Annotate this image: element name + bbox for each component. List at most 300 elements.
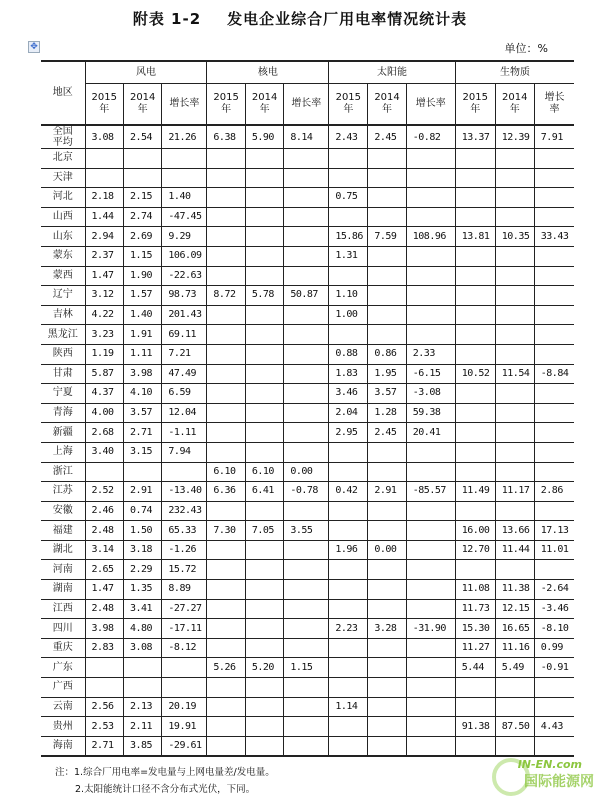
value-cell: -8.84 [534,364,574,384]
value-cell [495,207,534,227]
value-cell [85,168,123,188]
value-cell: 3.23 [85,325,123,345]
unit-label: 单位：% [504,42,548,55]
value-cell: 98.73 [162,286,207,306]
value-cell: -13.40 [162,482,207,502]
value-cell: 3.28 [368,619,406,639]
value-cell [534,442,574,462]
value-cell [329,638,368,658]
region-cell: 广东 [41,658,85,678]
value-cell [207,246,245,266]
value-cell [406,325,455,345]
value-cell: 2.15 [123,188,161,208]
value-cell [284,246,329,266]
value-cell [85,149,123,169]
value-cell [406,521,455,541]
value-cell [406,266,455,286]
value-cell [207,207,245,227]
table-row [41,227,574,247]
value-cell [495,697,534,717]
value-cell: 16.65 [495,619,534,639]
value-cell: 0.74 [123,501,161,521]
value-cell: 2.29 [123,560,161,580]
value-cell [245,384,283,404]
value-cell [406,540,455,560]
value-cell [245,325,283,345]
value-cell: -1.26 [162,540,207,560]
value-cell: 2.37 [85,246,123,266]
value-cell [368,678,406,698]
value-cell [455,286,495,306]
value-cell: 0.75 [329,188,368,208]
value-cell: 10.52 [455,364,495,384]
value-cell [329,521,368,541]
value-cell: 7.94 [162,442,207,462]
table-row [41,344,574,364]
value-cell [406,207,455,227]
value-cell [368,286,406,306]
value-cell [329,149,368,169]
region-cell: 甘肃 [41,364,85,384]
value-cell [329,678,368,698]
value-cell [406,462,455,482]
value-cell: 15.86 [329,227,368,247]
table-row [41,482,574,502]
value-cell [406,658,455,678]
header-sub: 增长率 [534,84,574,126]
value-cell [245,678,283,698]
value-cell: 91.38 [455,717,495,737]
value-cell: 16.00 [455,521,495,541]
value-cell [329,658,368,678]
value-cell [455,697,495,717]
header-sub: 增长率 [406,84,455,126]
value-cell [245,188,283,208]
region-cell: 贵州 [41,717,85,737]
value-cell: 2.69 [123,227,161,247]
value-cell [207,423,245,443]
table-row [41,599,574,619]
value-cell [406,638,455,658]
region-cell: 江苏 [41,482,85,502]
value-cell: 1.83 [329,364,368,384]
value-cell: 11.38 [495,580,534,600]
value-cell [284,325,329,345]
value-cell: -3.08 [406,384,455,404]
value-cell: 3.08 [85,125,123,149]
value-cell: 7.21 [162,344,207,364]
value-cell [329,736,368,756]
table-row [41,717,574,737]
value-cell [284,227,329,247]
value-cell: 2.52 [85,482,123,502]
value-cell [495,423,534,443]
value-cell: 2.45 [368,125,406,149]
value-cell [245,168,283,188]
value-cell [329,168,368,188]
value-cell: 1.31 [329,246,368,266]
value-cell: 19.91 [162,717,207,737]
value-cell: 2.45 [368,423,406,443]
value-cell: 3.15 [123,442,161,462]
value-cell: 3.55 [284,521,329,541]
value-cell [455,501,495,521]
value-cell [245,638,283,658]
value-cell: 2.91 [368,482,406,502]
value-cell: 2.13 [123,697,161,717]
table-row [41,125,574,149]
value-cell [534,305,574,325]
value-cell [534,501,574,521]
region-cell: 新疆 [41,423,85,443]
value-cell: 59.38 [406,403,455,423]
table-row [41,188,574,208]
value-cell [245,305,283,325]
value-cell: 12.70 [455,540,495,560]
value-cell [245,364,283,384]
header-sub: 增长率 [162,84,207,126]
value-cell [406,580,455,600]
value-cell [455,384,495,404]
value-cell: 4.37 [85,384,123,404]
value-cell: 0.00 [368,540,406,560]
value-cell [368,442,406,462]
value-cell [245,501,283,521]
table-row [41,501,574,521]
value-cell [368,246,406,266]
value-cell: 1.44 [85,207,123,227]
value-cell [495,344,534,364]
table-number: 附表 1-2 [132,10,202,28]
value-cell: 3.12 [85,286,123,306]
value-cell [455,149,495,169]
value-cell [368,599,406,619]
value-cell [245,540,283,560]
value-cell: 5.78 [245,286,283,306]
region-cell: 湖南 [41,580,85,600]
value-cell [245,619,283,639]
region-cell: 四川 [41,619,85,639]
value-cell [245,697,283,717]
value-cell: 5.26 [207,658,245,678]
value-cell: 1.19 [85,344,123,364]
value-cell: 2.18 [85,188,123,208]
value-cell [284,540,329,560]
value-cell: 1.91 [123,325,161,345]
value-cell: 4.10 [123,384,161,404]
value-cell: 5.44 [455,658,495,678]
value-cell: 87.50 [495,717,534,737]
value-cell [455,462,495,482]
value-cell [284,207,329,227]
value-cell [368,462,406,482]
value-cell: 2.48 [85,521,123,541]
value-cell: 15.72 [162,560,207,580]
value-cell [207,188,245,208]
value-cell [534,325,574,345]
value-cell: 17.13 [534,521,574,541]
value-cell: 106.09 [162,246,207,266]
value-cell: 0.86 [368,344,406,364]
value-cell: 0.88 [329,344,368,364]
value-cell [123,678,161,698]
value-cell: 3.41 [123,599,161,619]
value-cell: 2.86 [534,482,574,502]
value-cell: 7.05 [245,521,283,541]
watermark-cn: 国际能源网 [524,774,594,790]
value-cell [207,364,245,384]
value-cell [406,678,455,698]
value-cell [329,207,368,227]
value-cell [455,678,495,698]
value-cell [534,560,574,580]
value-cell: 50.87 [284,286,329,306]
table-title: 发电企业综合厂用电率情况统计表 [227,10,468,28]
value-cell: 7.91 [534,125,574,149]
value-cell [368,501,406,521]
value-cell [162,149,207,169]
value-cell [455,403,495,423]
value-cell: 3.57 [368,384,406,404]
header-group-solar: 太阳能 [329,61,455,84]
region-cell: 福建 [41,521,85,541]
region-cell: 湖北 [41,540,85,560]
region-cell: 北京 [41,149,85,169]
region-cell: 河南 [41,560,85,580]
value-cell: 5.90 [245,125,283,149]
value-cell: 2.94 [85,227,123,247]
value-cell: 20.19 [162,697,207,717]
value-cell [207,678,245,698]
value-cell: 69.11 [162,325,207,345]
table-row [41,619,574,639]
value-cell: -31.90 [406,619,455,639]
value-cell [368,736,406,756]
value-cell: 12.15 [495,599,534,619]
value-cell [207,168,245,188]
value-cell: 8.72 [207,286,245,306]
value-cell [534,266,574,286]
value-cell [284,442,329,462]
value-cell [495,168,534,188]
table-row [41,246,574,266]
value-cell [455,207,495,227]
value-cell [123,462,161,482]
region-cell: 蒙东 [41,246,85,266]
value-cell [162,658,207,678]
value-cell [245,442,283,462]
value-cell: 1.40 [162,188,207,208]
value-cell [284,364,329,384]
value-cell [406,697,455,717]
value-cell: 11.54 [495,364,534,384]
region-cell: 宁夏 [41,384,85,404]
value-cell: 4.22 [85,305,123,325]
value-cell [245,423,283,443]
region-cell: 全国平均 [41,125,85,149]
value-cell [207,736,245,756]
value-cell: 11.16 [495,638,534,658]
value-cell: 4.80 [123,619,161,639]
value-cell [284,501,329,521]
value-cell: 1.28 [368,403,406,423]
value-cell: 2.56 [85,697,123,717]
table-row [41,521,574,541]
value-cell [207,697,245,717]
value-cell: 3.57 [123,403,161,423]
value-cell [85,658,123,678]
value-cell: 3.98 [85,619,123,639]
value-cell [455,266,495,286]
value-cell [284,717,329,737]
value-cell [495,442,534,462]
value-cell: -17.11 [162,619,207,639]
value-cell [207,305,245,325]
header-sub: 2015年 [207,84,245,126]
value-cell: -6.15 [406,364,455,384]
value-cell: 21.26 [162,125,207,149]
region-cell: 上海 [41,442,85,462]
watermark-en: IN-EN.com [517,758,582,771]
value-cell: 2.65 [85,560,123,580]
value-cell: 11.01 [534,540,574,560]
value-cell [85,462,123,482]
value-cell: 65.33 [162,521,207,541]
value-cell: 8.89 [162,580,207,600]
header-sub: 2014年 [495,84,534,126]
value-cell [245,246,283,266]
value-cell: -22.63 [162,266,207,286]
value-cell [245,403,283,423]
value-cell: -8.12 [162,638,207,658]
value-cell [284,599,329,619]
value-cell: 11.49 [455,482,495,502]
region-cell: 重庆 [41,638,85,658]
value-cell [368,149,406,169]
value-cell: 2.48 [85,599,123,619]
table-move-handle-icon[interactable]: ✥ [28,41,40,53]
value-cell [455,560,495,580]
value-cell: -0.78 [284,482,329,502]
value-cell: 2.95 [329,423,368,443]
value-cell [123,658,161,678]
value-cell: -1.11 [162,423,207,443]
page-title [0,8,600,29]
value-cell [455,423,495,443]
value-cell [406,246,455,266]
value-cell: -27.27 [162,599,207,619]
value-cell [495,462,534,482]
value-cell: 11.17 [495,482,534,502]
value-cell: 3.14 [85,540,123,560]
header-sub: 2015年 [85,84,123,126]
value-cell [495,286,534,306]
table-row [41,442,574,462]
value-cell [368,305,406,325]
value-cell [284,188,329,208]
value-cell [368,717,406,737]
value-cell: 108.96 [406,227,455,247]
value-cell: 232.43 [162,501,207,521]
value-cell: 0.99 [534,638,574,658]
value-cell: 3.46 [329,384,368,404]
value-cell: 12.04 [162,403,207,423]
value-cell [284,344,329,364]
value-cell: -8.10 [534,619,574,639]
value-cell [123,168,161,188]
value-cell [245,149,283,169]
value-cell [284,678,329,698]
value-cell [207,717,245,737]
value-cell: 11.44 [495,540,534,560]
value-cell [495,560,534,580]
region-cell: 云南 [41,697,85,717]
value-cell: 33.43 [534,227,574,247]
value-cell [368,638,406,658]
value-cell: -47.45 [162,207,207,227]
value-cell [495,678,534,698]
region-cell: 河北 [41,188,85,208]
region-cell: 蒙西 [41,266,85,286]
value-cell: 2.23 [329,619,368,639]
value-cell [406,149,455,169]
value-cell: 1.15 [123,246,161,266]
value-cell: 11.73 [455,599,495,619]
table-row [41,560,574,580]
value-cell [207,599,245,619]
value-cell: 1.57 [123,286,161,306]
table-row [41,540,574,560]
value-cell: 3.18 [123,540,161,560]
value-cell [534,207,574,227]
value-cell: 8.14 [284,125,329,149]
value-cell [284,305,329,325]
value-cell: 0.00 [284,462,329,482]
header-group-wind: 风电 [85,61,207,84]
value-cell [207,227,245,247]
value-cell: 6.36 [207,482,245,502]
value-cell [245,207,283,227]
value-cell [207,560,245,580]
value-cell: 1.10 [329,286,368,306]
value-cell: 5.87 [85,364,123,384]
value-cell: 2.71 [123,423,161,443]
value-cell: 1.14 [329,697,368,717]
value-cell: 6.59 [162,384,207,404]
value-cell [368,560,406,580]
value-cell: -29.61 [162,736,207,756]
value-cell: 1.90 [123,266,161,286]
value-cell: 2.04 [329,403,368,423]
table-row [41,207,574,227]
value-cell [368,658,406,678]
value-cell [284,619,329,639]
value-cell: 5.49 [495,658,534,678]
value-cell [455,325,495,345]
value-cell [245,344,283,364]
value-cell [284,580,329,600]
value-cell: 2.74 [123,207,161,227]
value-cell [495,325,534,345]
value-cell: 13.37 [455,125,495,149]
table-row [41,325,574,345]
value-cell [368,188,406,208]
value-cell [495,403,534,423]
value-cell [534,423,574,443]
value-cell: 13.66 [495,521,534,541]
value-cell [406,560,455,580]
value-cell [495,384,534,404]
